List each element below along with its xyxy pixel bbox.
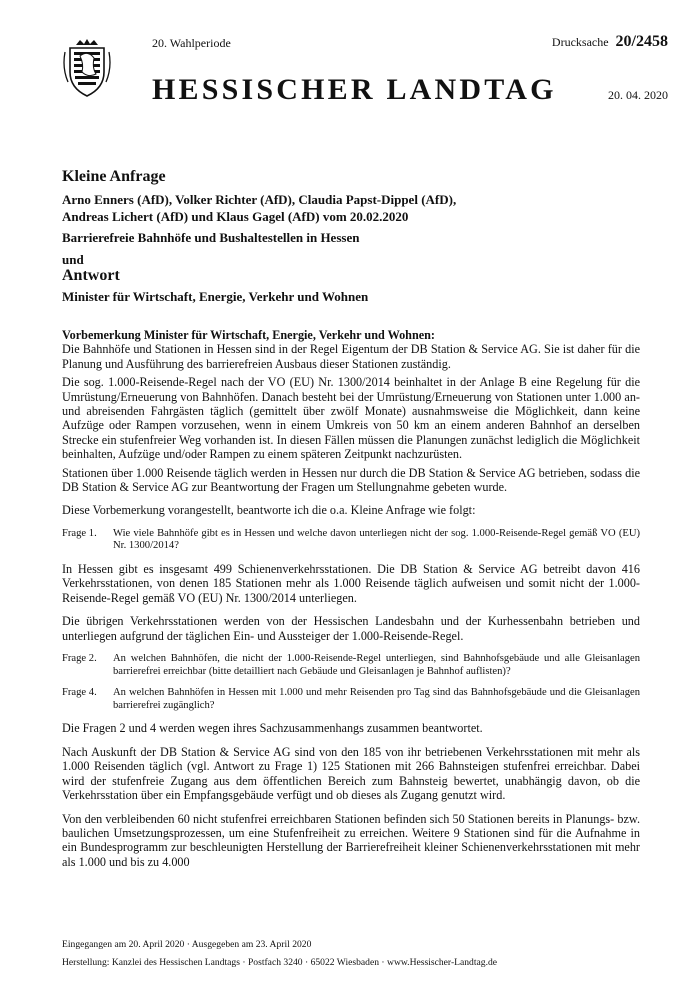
- document-date: 20. 04. 2020: [608, 88, 668, 102]
- question-label: Frage 4.: [62, 687, 97, 699]
- question-2: [62, 653, 640, 678]
- hessen-coat-of-arms-icon: [62, 38, 112, 98]
- footer: [62, 936, 497, 972]
- answer-paragraph: Nach Auskunft der DB Station & Service AG sind von den 185 von ihr betriebenen Verkehrsstationen mit mehr als 1.000 Reisenden täglich (vgl. Antwort zu Frage 1) 125 Stationen mit 266 Bahnsteigen stufenfrei erreichbar. Dabei wird der stufenfreie Zugang aus dem öffentlichen Bereich zum Bahnsteig bewertet, unabhängig davon, ob die Verkehrsstation über ein Empfangsgebäude verfügt und ob dieses als Zugang genutzt wird.: [62, 744, 640, 803]
- und-connector: und: [62, 252, 84, 267]
- question-1: [62, 528, 640, 553]
- paragraph: Diese Vorbemerkung vorangestellt, beantworte ich die o.a. Kleine Anfrage wie folgt:: [62, 503, 476, 518]
- authors-line-1: Arno Enners (AfD), Volker Richter (AfD), Claudia Papst-Dippel (AfD),: [62, 192, 457, 207]
- subject: Barrierefreie Bahnhöfe und Bushaltestellen in Hessen: [62, 230, 360, 245]
- footer-imprint: Herstellung: Kanzlei des Hessischen Landtags · Postfach 3240 · 65022 Wiesbaden · www.Hessischer-Landtag.de: [62, 957, 498, 968]
- authors-line-2: Andreas Lichert (AfD) und Klaus Gagel (AfD) vom 20.02.2020: [62, 209, 409, 224]
- paragraph: Stationen über 1.000 Reisende täglich werden in Hessen nur durch die DB Station & Service AG betrieben, sodass die DB Station & Service AG zur Beantwortung der Fragen um Stellungnahme gebeten wurde.: [62, 465, 640, 495]
- document-body: [62, 328, 640, 869]
- minister-line: Minister für Wirtschaft, Energie, Verkehr und Wohnen: [62, 289, 369, 304]
- question-text: An welchen Bahnhöfen, die nicht der 1.000-Reisende-Regel unterliegen, sind Bahnhofsgebäude und alle Gleisanlagen barrierefrei erreichbar (bitte detailliert nach Gebäude und Gleisanlagen je Bahnhof auflisten)?: [113, 653, 640, 677]
- drucksache-label: Drucksache: [551, 35, 609, 49]
- authors: [62, 191, 652, 225]
- paragraph: Die Bahnhöfe und Stationen in Hessen sind in der Regel Eigentum der DB Station & Service AG. Sie ist daher für die Planung und Ausführung des barrierefreien Ausbaus dieser Stationen zuständig.: [62, 342, 640, 371]
- answer-paragraph: Die übrigen Verkehrsstationen werden von der Hessischen Landesbahn und der Kurhessenbahn betrieben und unterliegen aufgrund der täglichen Ein- und Aussteiger der 1.000-Reisende-Regel.: [62, 614, 640, 643]
- paragraph: Die sog. 1.000-Reisende-Regel nach der VO (EU) Nr. 1300/2014 beinhaltet in der Anlage B eine Regelung für die Umrüstung/Erneuerung von Bahnhöfen. Danach besteht bei der Umrüstung/Erneuerung von Stationen unter 1.000 an- und abreisenden Fahrgästen täglich (gemittelt über zwölf Monate) ausnahmsweise die Möglichkeit, dann keine Aufzüge oder Rampen vorzusehen, wenn in einem Umkreis von 50 km an einem anderen Bahnhof an derselben Strecke ein stufenfreier Weg vorhanden ist. In diesen Fällen müssen die Planungen zunächst lediglich die Möglichkeit beinhalten, Aufzüge und/oder Rampen zu einem späteren Zeitpunkt nachzurüsten.: [62, 375, 640, 462]
- answer-paragraph: In Hessen gibt es insgesamt 499 Schienenverkehrsstationen. Die DB Station & Service AG betreibt davon 416 Verkehrsstationen, von denen 185 Stationen mehr als 1.000 Reisende täglich aufweisen und somit nicht der 1.000-Reisende-Regel gemäß VO (EU) Nr. 1300/2014 unterliegen.: [62, 562, 640, 605]
- institution-title: HESSISCHER LANDTAG: [152, 73, 557, 106]
- drucksache-number: 20/2458: [615, 33, 668, 50]
- footer-dates: Eingegangen am 20. April 2020 · Ausgegeben am 23. April 2020: [62, 939, 312, 950]
- antwort-title: Antwort: [62, 267, 120, 284]
- kleine-anfrage-title: Kleine Anfrage: [62, 168, 166, 185]
- question-text: An welchen Bahnhöfen in Hessen mit 1.000 und mehr Reisenden pro Tag sind das Bahnhofsgebäude und die Gleisanlagen barrierefrei zugänglich?: [113, 687, 640, 711]
- question-label: Frage 1.: [62, 527, 97, 539]
- answer-paragraph: Von den verbleibenden 60 nicht stufenfrei erreichbaren Stationen befinden sich 50 Stationen bereits in Planungs- bzw. baulichen Umsetzungsprozessen, um eine Stufenfreiheit zu erreichen. Weitere 9 Stationen sind für die Aufnahme in ein Bundesprogramm zur beschleunigten Herstellung der Barrierefreiheit kleiner Schienenverkehrsstationen mit mehr als 1.000 und bis zu 4.000: [62, 811, 640, 869]
- answer-paragraph: Die Fragen 2 und 4 werden wegen ihres Sachzusammenhangs zusammen beantwortet.: [62, 721, 483, 736]
- question-label: Frage 2.: [62, 653, 97, 665]
- drucksache: [552, 33, 668, 51]
- wahlperiode: 20. Wahlperiode: [152, 36, 231, 50]
- question-text: Wie viele Bahnhöfe gibt es in Hessen und welche davon unterliegen nicht der sog. 1.000-Reisende-Regel gemäß VO (EU) Nr. 1300/2014?: [113, 527, 640, 552]
- document-heading: [62, 168, 652, 305]
- vorbemerkung-title: Vorbemerkung Minister für Wirtschaft, Energie, Verkehr und Wohnen:: [62, 328, 435, 342]
- question-4: [62, 687, 640, 712]
